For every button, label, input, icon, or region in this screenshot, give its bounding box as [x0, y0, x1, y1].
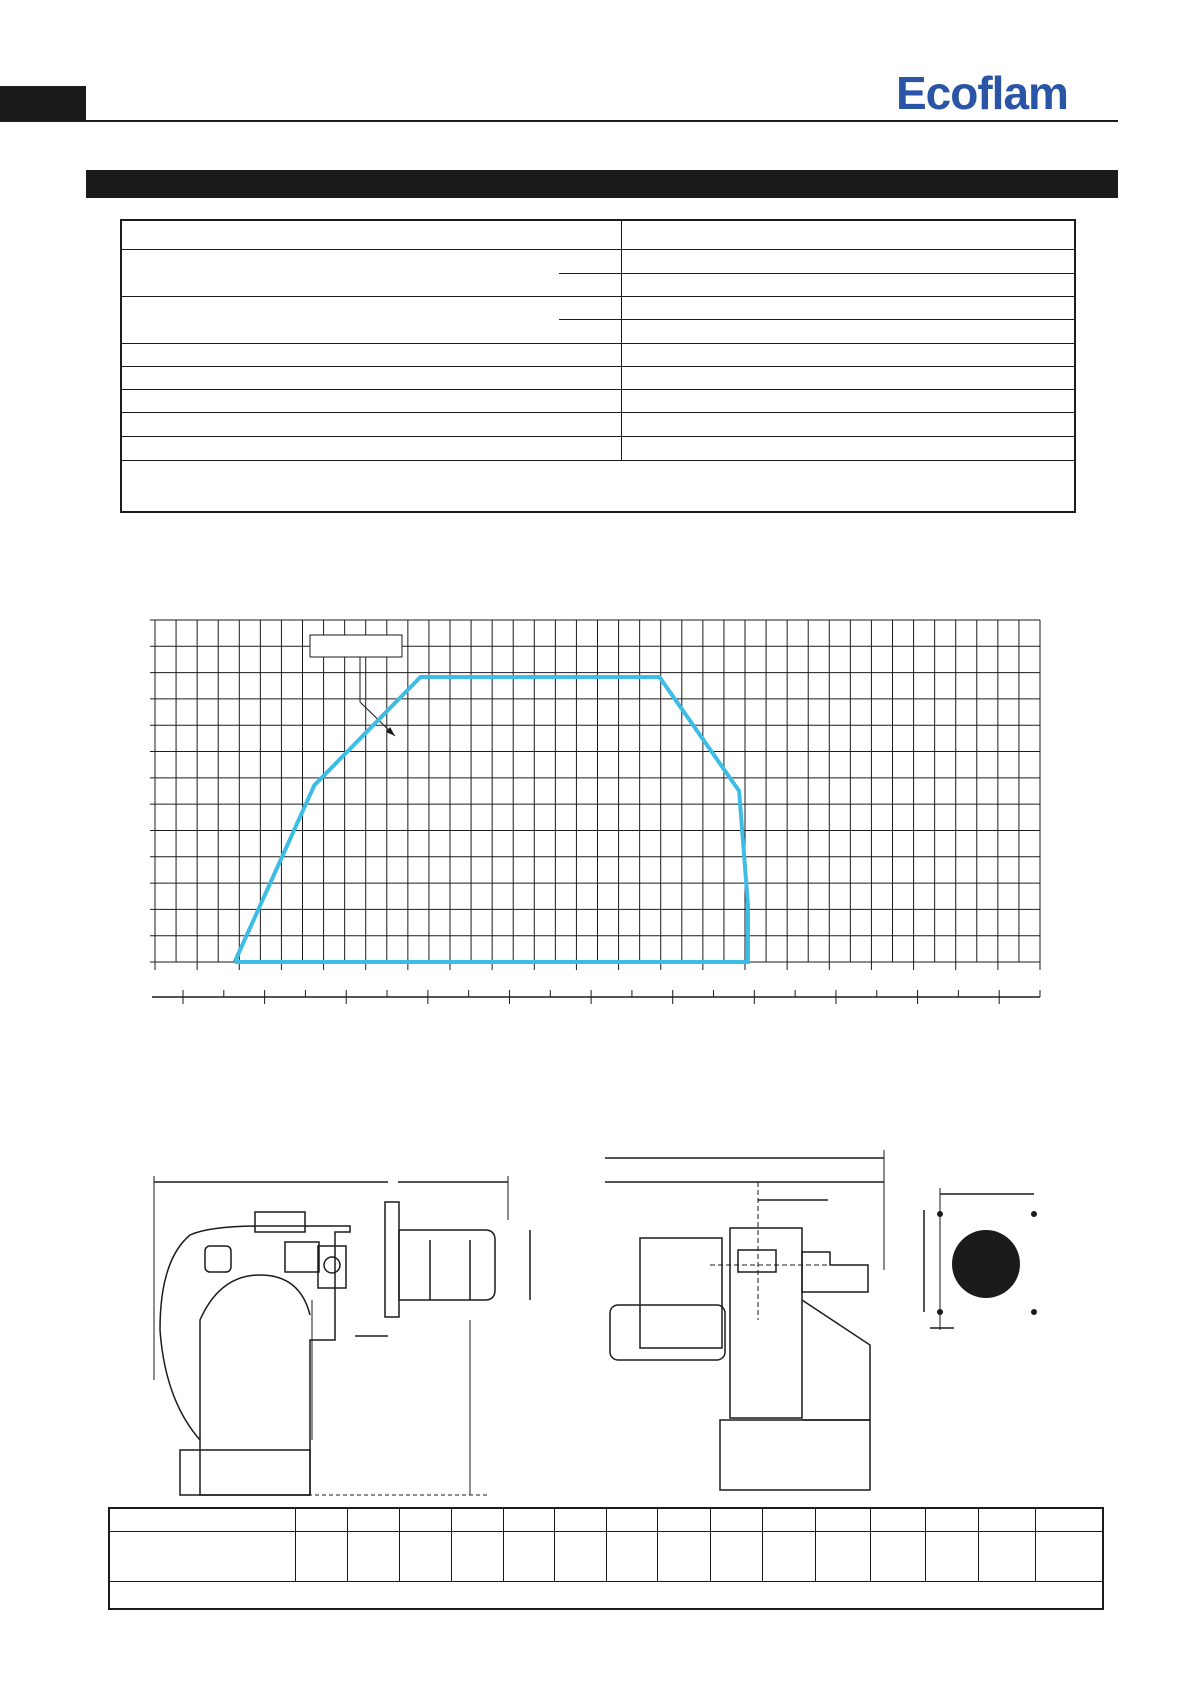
fan-housing [730, 1228, 802, 1418]
mounting-flange [385, 1202, 399, 1317]
table-divider [1035, 1509, 1036, 1581]
table-row [122, 389, 1076, 390]
burner-housing-outline [160, 1226, 350, 1495]
working-field-curve [235, 677, 748, 962]
chart-label-box [310, 635, 402, 657]
fan-volute [200, 1275, 310, 1440]
secondary-x-axis [152, 990, 1040, 1004]
table-row [110, 1531, 1104, 1532]
table-divider [815, 1509, 816, 1581]
table-divider [347, 1509, 348, 1581]
gas-valve [318, 1246, 346, 1288]
table-row [559, 273, 1076, 274]
section-title-bar [86, 170, 1118, 198]
table-row [122, 436, 1076, 437]
table-divider [978, 1509, 979, 1581]
inspection-window [205, 1246, 231, 1272]
page-tab [0, 86, 86, 122]
flange-opening [952, 1230, 1020, 1298]
table-divider [710, 1509, 711, 1581]
burner-front-view [600, 1140, 900, 1500]
table-row [122, 366, 1076, 367]
table-divider [295, 1509, 296, 1581]
table-row [122, 343, 1076, 344]
chart-grid [150, 620, 1040, 970]
table-row [122, 249, 1076, 250]
blast-tube-side [802, 1252, 868, 1292]
table-divider [621, 221, 622, 461]
table-divider [451, 1509, 452, 1581]
table-row [122, 412, 1076, 413]
table-divider [554, 1509, 555, 1581]
table-row [110, 1581, 1104, 1582]
table-divider [503, 1509, 504, 1581]
motor [610, 1305, 725, 1360]
table-row [122, 296, 1076, 297]
table-divider [870, 1509, 871, 1581]
flange-drilling-view [910, 1180, 1050, 1340]
table-row [559, 319, 1076, 320]
table-divider [762, 1509, 763, 1581]
blast-tube [399, 1230, 495, 1300]
technical-data-table [120, 219, 1076, 513]
brand-logo: Ecoflam [896, 67, 1068, 119]
working-field-chart [150, 612, 1050, 1012]
dimensions-table [108, 1507, 1104, 1610]
header-rule [86, 120, 1118, 122]
table-divider [606, 1509, 607, 1581]
burner-side-view [140, 1140, 560, 1500]
table-row [122, 460, 1076, 461]
valve-port [324, 1257, 340, 1273]
control-panel [640, 1238, 722, 1348]
table-divider [399, 1509, 400, 1581]
air-intake-grille [738, 1250, 776, 1272]
control-box [285, 1242, 319, 1272]
table-divider [925, 1509, 926, 1581]
fan-body [802, 1300, 870, 1420]
burner-base [720, 1420, 870, 1490]
table-divider [657, 1509, 658, 1581]
air-damper [255, 1212, 305, 1232]
